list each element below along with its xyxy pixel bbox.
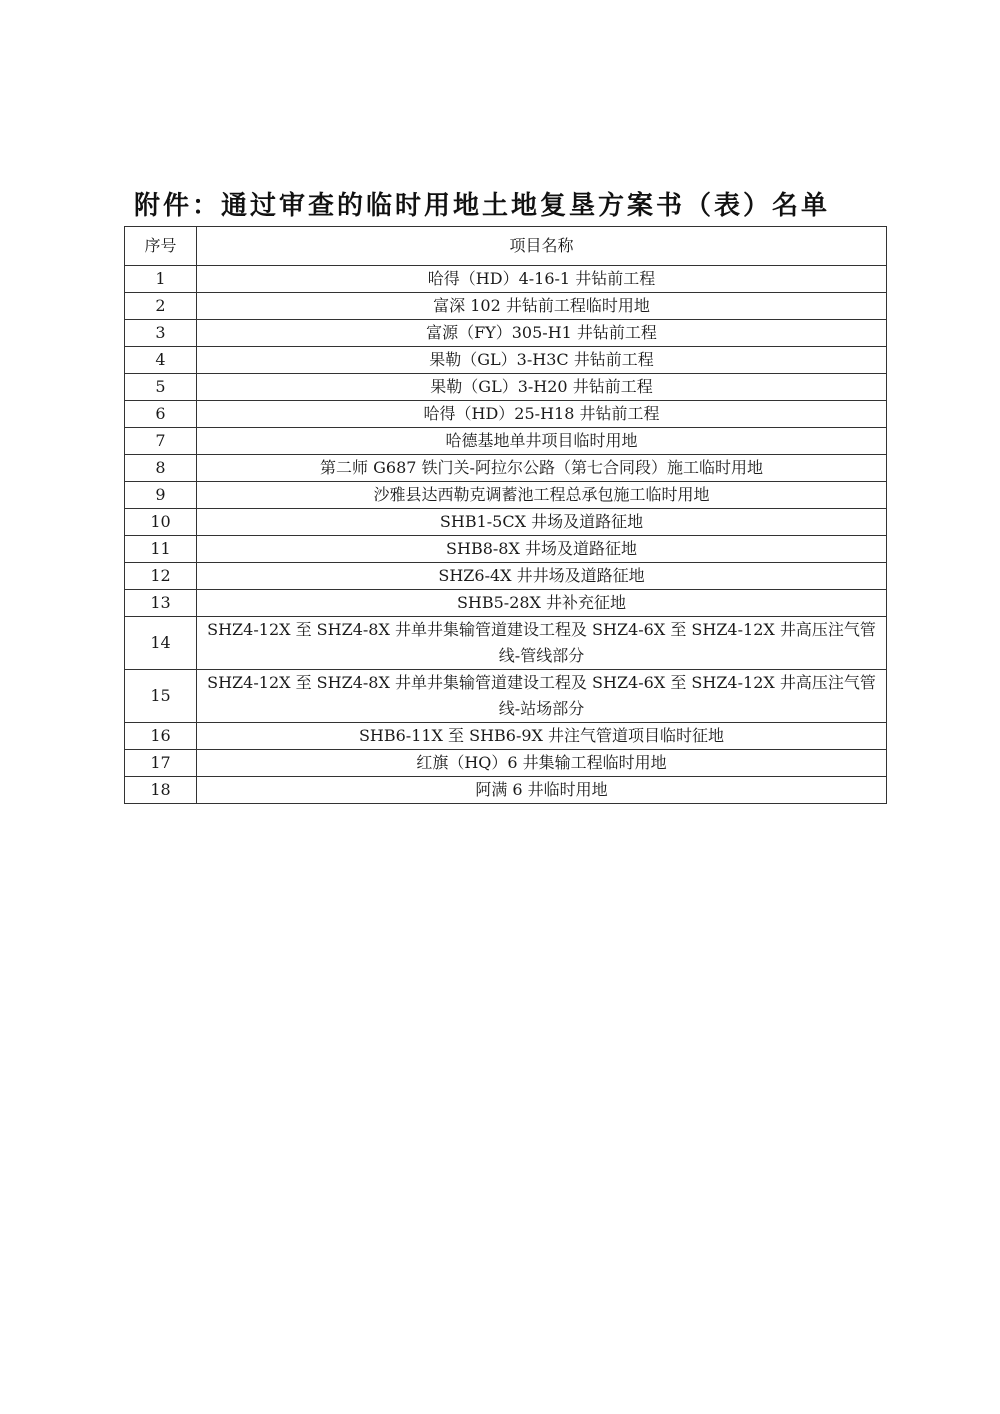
table-row <box>125 455 887 482</box>
table-row <box>125 617 887 670</box>
page-title: 附件：通过审查的临时用地土地复垦方案书（表）名单 <box>134 191 831 221</box>
row-project-name: 果勒（GL）3-H3C 井钻前工程 <box>197 347 887 374</box>
row-project-name: 红旗（HQ）6 井集输工程临时用地 <box>197 750 887 777</box>
column-header-name: 项目名称 <box>197 227 887 266</box>
table-row <box>125 563 887 590</box>
row-index: 16 <box>125 723 197 750</box>
table-row <box>125 509 887 536</box>
row-index: 3 <box>125 320 197 347</box>
row-index: 18 <box>125 777 197 804</box>
row-index: 4 <box>125 347 197 374</box>
table-row <box>125 777 887 804</box>
table-row <box>125 293 887 320</box>
row-index: 12 <box>125 563 197 590</box>
row-project-name: 哈德基地单井项目临时用地 <box>197 428 887 455</box>
row-project-name: 富深 102 井钻前工程临时用地 <box>197 293 887 320</box>
row-index: 2 <box>125 293 197 320</box>
table-row <box>125 536 887 563</box>
table-row <box>125 320 887 347</box>
row-project-name: SHB5-28X 井补充征地 <box>197 590 887 617</box>
row-index: 7 <box>125 428 197 455</box>
table-row <box>125 374 887 401</box>
row-index: 9 <box>125 482 197 509</box>
row-index: 11 <box>125 536 197 563</box>
table-row <box>125 401 887 428</box>
row-index: 13 <box>125 590 197 617</box>
row-index: 17 <box>125 750 197 777</box>
row-project-name: SHB8-8X 井场及道路征地 <box>197 536 887 563</box>
table-header-row <box>125 227 887 266</box>
table-row <box>125 750 887 777</box>
row-index: 1 <box>125 266 197 293</box>
table-row <box>125 723 887 750</box>
row-index: 14 <box>125 617 197 670</box>
table-row <box>125 428 887 455</box>
row-project-name: 哈得（HD）4-16-1 井钻前工程 <box>197 266 887 293</box>
row-project-name: SHZ6-4X 井井场及道路征地 <box>197 563 887 590</box>
row-project-name: 哈得（HD）25-H18 井钻前工程 <box>197 401 887 428</box>
table-row <box>125 482 887 509</box>
row-project-name: 富源（FY）305-H1 井钻前工程 <box>197 320 887 347</box>
table-row <box>125 590 887 617</box>
table-row <box>125 670 887 723</box>
row-project-name: SHB6-11X 至 SHB6-9X 井注气管道项目临时征地 <box>197 723 887 750</box>
row-index: 6 <box>125 401 197 428</box>
row-project-name: SHZ4-12X 至 SHZ4-8X 井单井集输管道建设工程及 SHZ4-6X 至 SHZ4-12X 井高压注气管线-管线部分 <box>197 617 887 670</box>
row-index: 15 <box>125 670 197 723</box>
row-index: 5 <box>125 374 197 401</box>
row-project-name: SHB1-5CX 井场及道路征地 <box>197 509 887 536</box>
row-project-name: 第二师 G687 铁门关-阿拉尔公路（第七合同段）施工临时用地 <box>197 455 887 482</box>
table-row <box>125 347 887 374</box>
table-row <box>125 266 887 293</box>
row-index: 10 <box>125 509 197 536</box>
row-project-name: 沙雅县达西勒克调蓄池工程总承包施工临时用地 <box>197 482 887 509</box>
row-project-name: SHZ4-12X 至 SHZ4-8X 井单井集输管道建设工程及 SHZ4-6X 至 SHZ4-12X 井高压注气管线-站场部分 <box>197 670 887 723</box>
column-header-index: 序号 <box>125 227 197 266</box>
row-project-name: 阿满 6 井临时用地 <box>197 777 887 804</box>
row-project-name: 果勒（GL）3-H20 井钻前工程 <box>197 374 887 401</box>
project-list-table <box>124 226 887 804</box>
row-index: 8 <box>125 455 197 482</box>
